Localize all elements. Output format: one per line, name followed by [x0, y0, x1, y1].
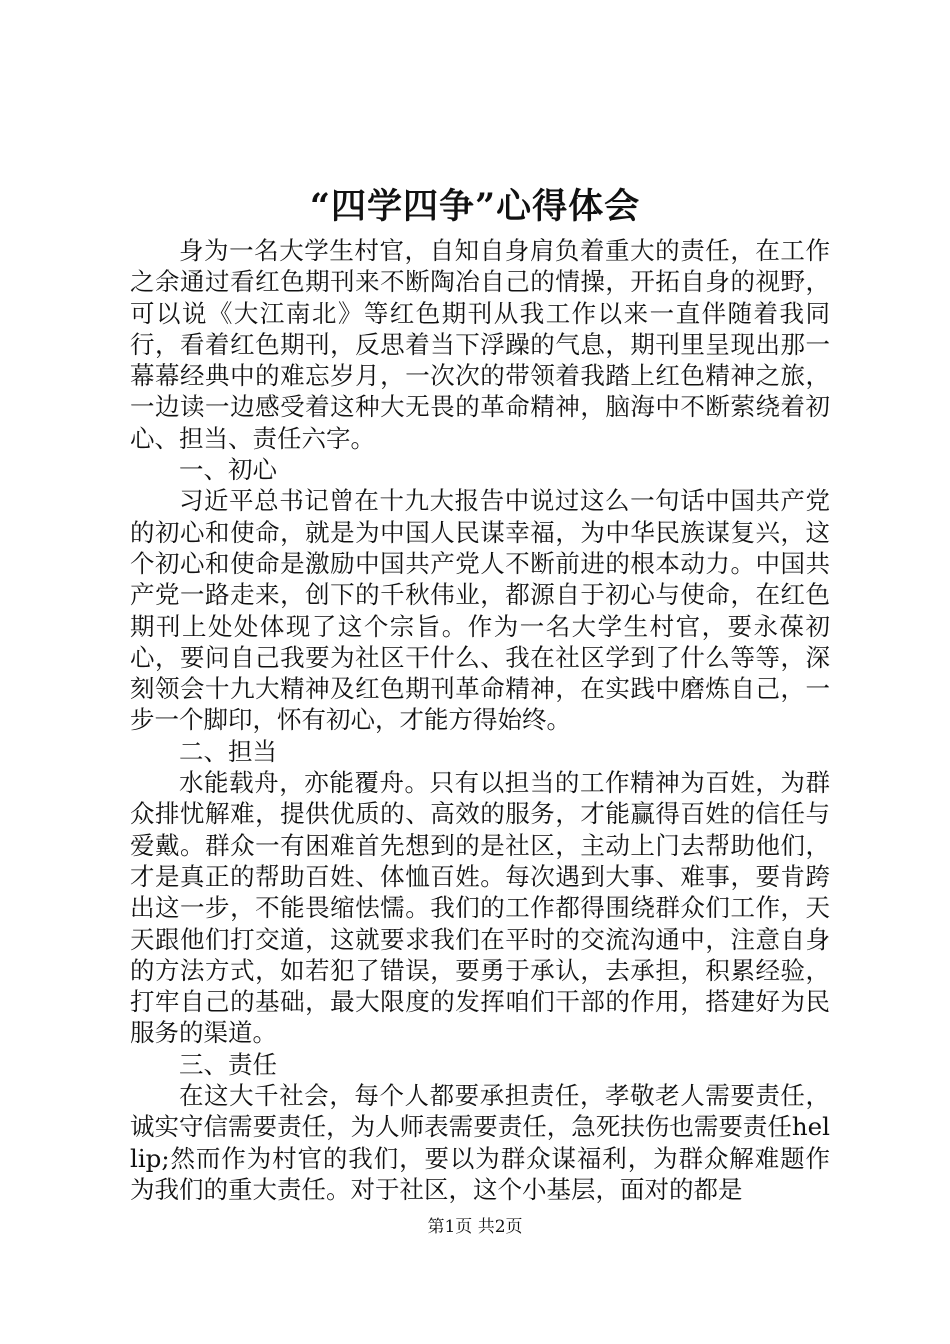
document-title: “四学四争”心得体会: [309, 186, 641, 227]
intro-paragraph: 身为一名大学生村官，自知自身肩负着重大的责任，在工作之余通过看红色期刊来不断陶冶自己的情操，开拓自身的视野，可以说《大江南北》等红色期刊从我工作以来一直伴随着我同行，看着红色期刊，反思着当下浮躁的气息，期刊里呈现出那一幕幕经典中的难忘岁月，一次次的带领着我踏上红色精神之旅，一边读一边感受着这种大无畏的革命精神，脑海中不断萦绕着初心、担当、责任六字。: [130, 236, 830, 453]
page-number-footer: 第1页 共2页: [427, 1217, 523, 1237]
document-body: [130, 235, 830, 1205]
section-heading-dandang: 二、担当: [179, 736, 277, 766]
section-heading-chuxin: 一、初心: [179, 455, 277, 485]
section-heading-zeren: 三、责任: [179, 1049, 277, 1079]
dandang-paragraph: 水能载舟，亦能覆舟。只有以担当的工作精神为百姓，为群众排忧解难，提供优质的、高效的服务，才能赢得百姓的信任与爱戴。群众一有困难首先想到的是社区，主动上门去帮助他们，才是真正的帮助百姓、体恤百姓。每次遇到大事、难事，要肯跨出这一步，不能畏缩怯懦。我们的工作都得围绕群众们工作，天天跟他们打交道，这就要求我们在平时的交流沟通中，注意自身的方法方式，如若犯了错误，要勇于承认，去承担，积累经验，打牢自己的基础，最大限度的发挥咱们干部的作用，搭建好为民服务的渠道。: [130, 768, 830, 1048]
chuxin-paragraph: 习近平总书记曾在十九大报告中说过这么一句话中国共产党的初心和使命，就是为中国人民谋幸福，为中华民族谋复兴，这个初心和使命是激励中国共产党人不断前进的根本动力。中国共产党一路走来，创下的千秋伟业，都源自于初心与使命，在红色期刊上处处体现了这个宗旨。作为一名大学生村官，要永葆初心，要问自己我要为社区干什么、我在社区学到了什么等等，深刻领会十九大精神及红色期刊革命精神，在实践中磨炼自己，一步一个脚印，怀有初心，才能方得始终。: [130, 486, 830, 735]
zeren-paragraph: 在这大千社会，每个人都要承担责任，孝敬老人需要责任，诚实守信需要责任，为人师表需要责任，急死扶伤也需要责任hellip;然而作为村官的我们，要以为群众谋福利，为群众解难题作为我们的重大责任。对于社区，这个小基层，面对的都是: [130, 1081, 830, 1204]
